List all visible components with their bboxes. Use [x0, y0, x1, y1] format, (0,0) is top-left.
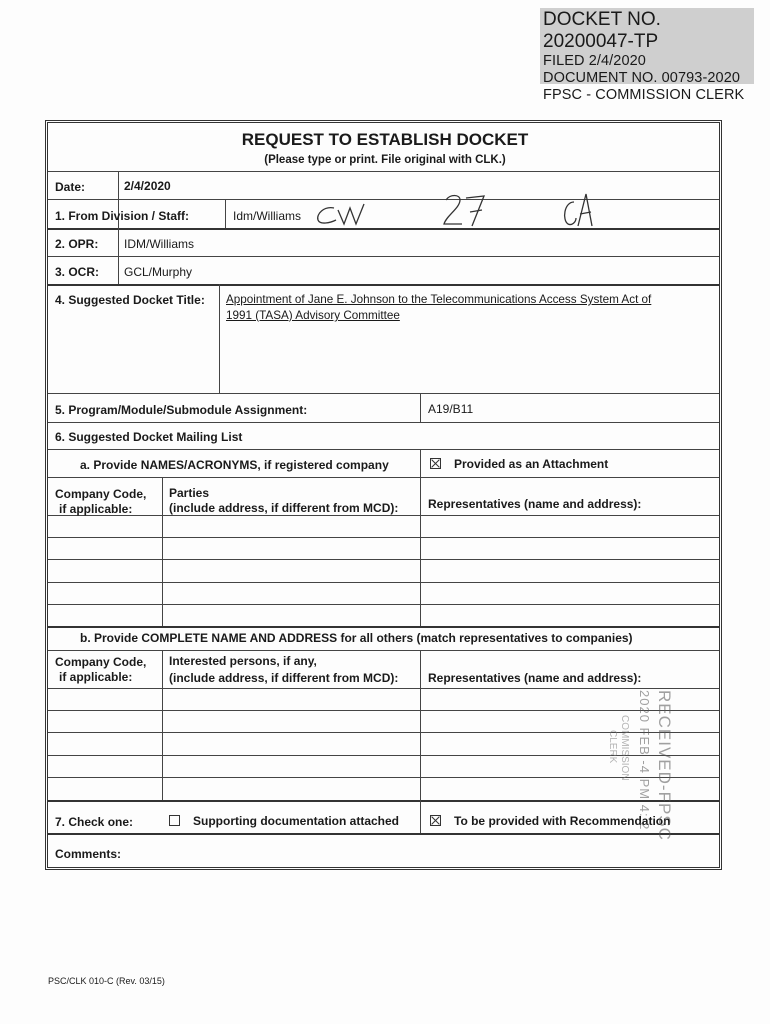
ocr-label: 3. OCR: — [55, 265, 100, 279]
received-stamp-line3: COMMISSION — [619, 715, 630, 781]
rule — [48, 422, 719, 423]
supporting-docs-checkbox[interactable] — [169, 815, 180, 826]
attachment-checkbox[interactable] — [430, 458, 441, 469]
received-stamp-line1: RECEIVED-FPSC — [655, 690, 674, 841]
handwritten-initials-2 — [440, 190, 490, 230]
rule — [48, 228, 719, 230]
filed-date: FILED 2/4/2020 — [543, 53, 646, 69]
program-value: A19/B11 — [428, 402, 474, 416]
recommendation-label: To be provided with Recommendation — [454, 814, 671, 828]
rule — [48, 171, 719, 172]
section-a-heading: a. Provide NAMES/ACRONYMS, if registered company — [80, 458, 389, 472]
rule — [48, 256, 719, 257]
rule — [48, 650, 719, 651]
from-division-label: 1. From Division / Staff: — [55, 209, 190, 223]
rule — [48, 559, 719, 560]
a-parties-header-2: (include address, if different from MCD): — [169, 501, 399, 515]
mailing-list-label: 6. Suggested Docket Mailing List — [55, 430, 243, 444]
handwritten-initials-3 — [558, 190, 598, 232]
supporting-docs-label: Supporting documentation attached — [193, 814, 399, 828]
opr-label: 2. OPR: — [55, 237, 99, 251]
b-company-code-header: Company Code, — [55, 655, 147, 669]
form-number: PSC/CLK 010-C (Rev. 03/15) — [48, 976, 165, 986]
commission-clerk: FPSC - COMMISSION CLERK — [543, 87, 745, 103]
rule — [219, 284, 220, 393]
rule — [48, 582, 719, 583]
rule — [48, 393, 719, 394]
a-company-code-header-2: if applicable: — [59, 502, 133, 516]
docket-title-label: 4. Suggested Docket Title: — [55, 293, 205, 307]
opr-value: IDM/Williams — [124, 237, 194, 251]
rule — [420, 449, 421, 626]
rule — [420, 650, 421, 833]
check-one-label: 7. Check one: — [55, 815, 134, 829]
rule — [118, 228, 119, 284]
rule — [48, 284, 719, 286]
attachment-label: Provided as an Attachment — [454, 457, 609, 471]
handwritten-initials-1 — [312, 200, 372, 230]
rule — [162, 477, 163, 626]
a-representatives-header: Representatives (name and address): — [428, 497, 642, 511]
rule — [48, 537, 719, 538]
docket-number: DOCKET NO. 20200047-TP — [543, 9, 661, 52]
rule — [48, 449, 719, 450]
section-b-heading: b. Provide COMPLETE NAME AND ADDRESS for all others (match representatives to companies) — [80, 631, 633, 645]
rule — [48, 626, 719, 628]
recommendation-checkbox[interactable] — [430, 815, 441, 826]
form-subtitle: (Please type or print. File original with CLK.) — [264, 154, 506, 166]
rule — [162, 650, 163, 800]
b-interested-persons-header: Interested persons, if any, — [169, 654, 317, 668]
comments-label: Comments: — [55, 847, 122, 861]
form-title: REQUEST TO ESTABLISH DOCKET — [241, 130, 529, 149]
rule — [48, 688, 719, 689]
rule — [48, 515, 719, 516]
a-company-code-header: Company Code, — [55, 487, 147, 501]
a-parties-header: Parties — [169, 486, 210, 500]
rule — [225, 199, 226, 228]
rule — [48, 199, 719, 200]
ocr-value: GCL/Murphy — [124, 265, 193, 279]
from-division-value: Idm/Williams — [233, 209, 301, 223]
rule — [48, 604, 719, 605]
date-label: Date: — [55, 180, 86, 194]
rule — [420, 393, 421, 422]
rule — [48, 477, 719, 478]
b-interested-persons-header-2: (include address, if different from MCD): — [169, 671, 399, 685]
received-stamp — [607, 690, 682, 850]
program-label: 5. Program/Module/Submodule Assignment: — [55, 403, 308, 417]
docket-title-line1: Appointment of Jane E. Johnson to the Telecommunications Access System Act of — [226, 293, 652, 306]
b-representatives-header: Representatives (name and address): — [428, 671, 642, 685]
b-company-code-header-2: if applicable: — [59, 670, 133, 684]
date-value: 2/4/2020 — [124, 179, 171, 193]
received-stamp-line4: CLERK — [607, 730, 618, 764]
docket-stamp — [540, 8, 754, 103]
docket-title-line2: 1991 (TASA) Advisory Committee — [226, 309, 400, 322]
document-number: DOCUMENT NO. 00793-2020 — [543, 70, 741, 86]
received-stamp-line2: 2020 FEB -4 PM 4: 2 — [637, 690, 652, 831]
